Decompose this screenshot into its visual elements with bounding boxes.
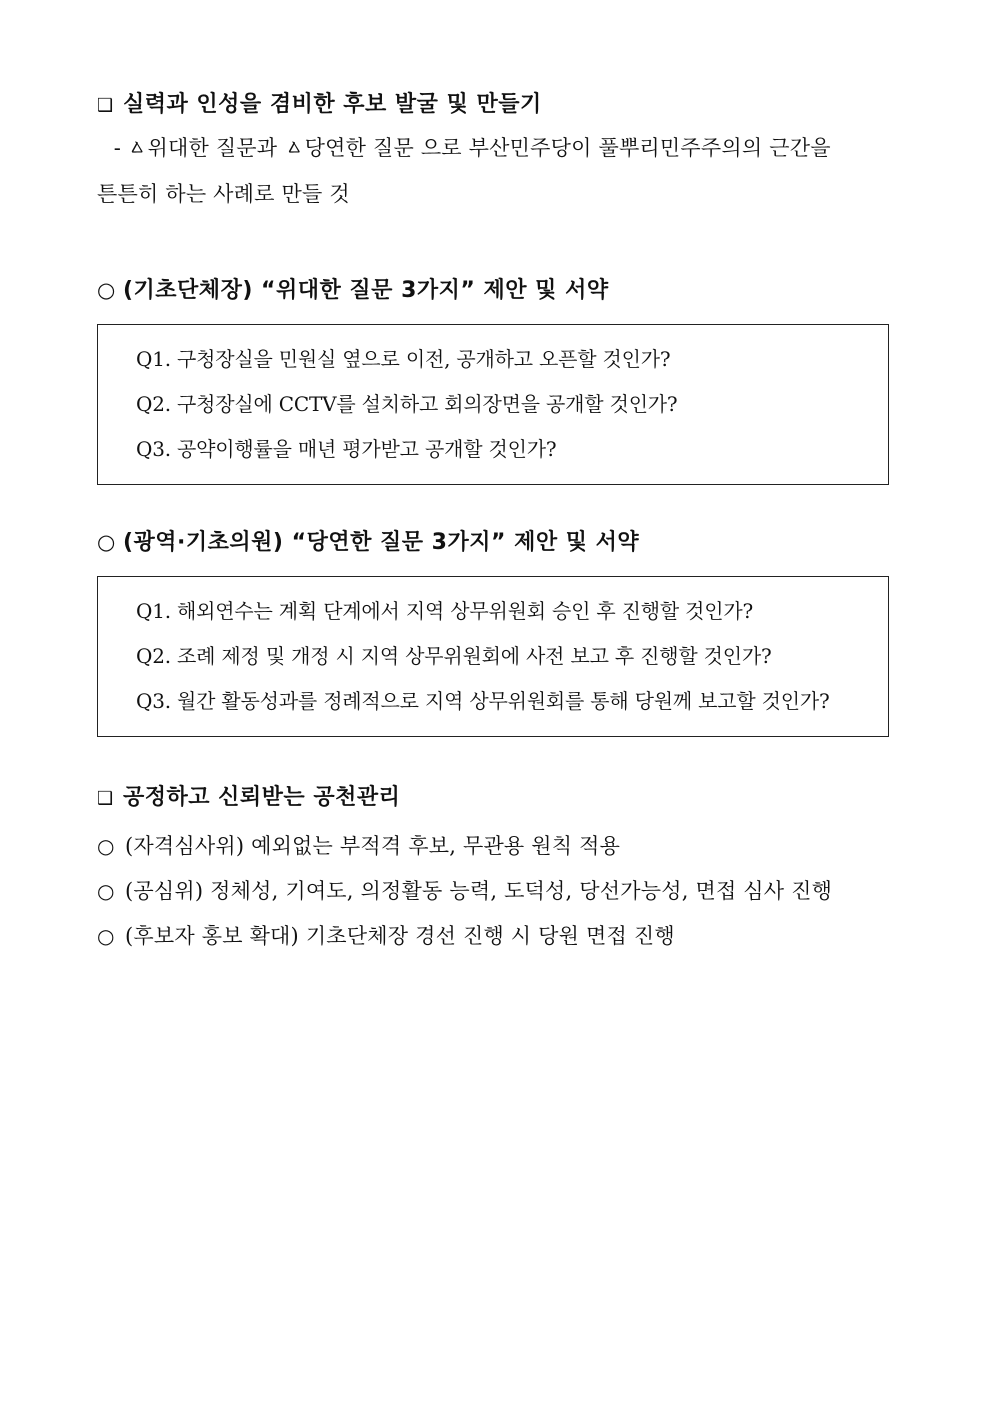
circle-bullet-icon: ○ [97,879,115,903]
subsection-heading-mayor-questions [97,273,897,308]
section-title: 공정하고 신뢰받는 공천관리 [123,785,401,810]
section-title: 실력과 인성을 겸비한 후보 발굴 및 만들기 [123,92,542,117]
section-heading-nomination-management [97,781,897,816]
nomination-items-list [97,824,897,959]
square-bullet-icon: ❑ [97,95,114,116]
subsection-heading-council-questions [97,525,897,560]
list-item-text: (공심위) 정체성, 기여도, 의정활동 능력, 도덕성, 당선가능성, 면접 심사 진행 [125,879,833,903]
circle-bullet-icon: ○ [97,834,115,858]
paragraph-line-1: ㅿ위대한 질문과 ㅿ당연한 질문 으로 부산민주당이 풀뿌리민주주의의 근간을 [127,136,831,160]
question-item: Q1. 구청장실을 민원실 옆으로 이전, 공개하고 오픈할 것인가? [136,347,671,371]
dash-bullet: - [113,136,121,160]
list-item-text: (자격심사위) 예외없는 부적격 후보, 무관용 원칙 적용 [125,834,621,858]
section-paragraph [97,125,897,217]
question-item: Q1. 해외연수는 계획 단계에서 지역 상무위원회 승인 후 진행할 것인가? [136,599,754,623]
list-item [97,914,897,959]
circle-bullet-icon: ○ [97,924,115,948]
subsection-title: (기초단체장) “위대한 질문 3가지” 제안 및 서약 [123,278,609,303]
square-bullet-icon: ❑ [97,788,114,809]
section-heading-candidate-discovery [97,88,897,123]
question-item: Q2. 구청장실에 CCTV를 설치하고 회의장면을 공개할 것인가? [136,392,678,416]
paragraph-line-2: 튼튼히 하는 사례로 만들 것 [97,182,350,206]
subsection-title: (광역·기초의원) “당연한 질문 3가지” 제안 및 서약 [123,530,640,555]
question-item: Q3. 공약이행률을 매년 평가받고 공개할 것인가? [136,437,557,461]
circle-bullet-icon: ○ [97,278,116,302]
questions-box-council [97,576,889,737]
question-item: Q3. 월간 활동성과를 정례적으로 지역 상무위원회를 통해 당원께 보고할 것인가? [136,689,830,713]
question-item: Q2. 조례 제정 및 개정 시 지역 상무위원회에 사전 보고 후 진행할 것인가? [136,644,772,668]
document-page [97,88,897,959]
circle-bullet-icon: ○ [97,530,116,554]
list-item-text: (후보자 홍보 확대) 기초단체장 경선 진행 시 당원 면접 진행 [125,924,675,948]
list-item [97,824,897,869]
questions-box-mayor [97,324,889,485]
list-item [97,869,897,914]
